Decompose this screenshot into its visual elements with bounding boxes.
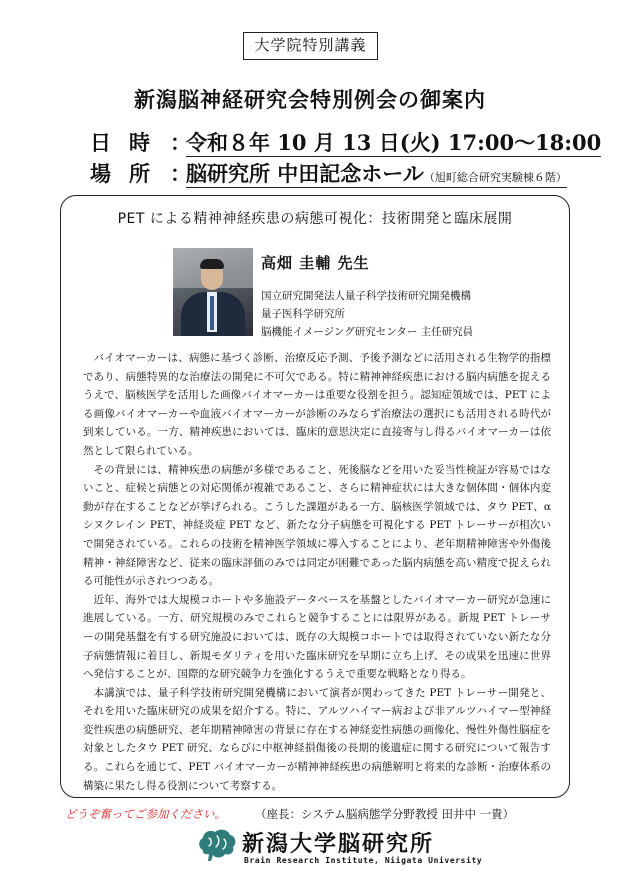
date-row — [90, 127, 601, 157]
institute-name: 新潟大学脳研究所 — [242, 832, 435, 857]
speaker-photo — [173, 248, 253, 336]
abstract-paragraph: バイオマーカーは、病態に基づく診断、治療反応予測、予後予測などに活用される生物学的指標であり、病態特異的な治療法の開発に不可欠である。特に精神神経疾患における脳内病態を捉えるうえで、脳核医学を活用した画像バイオマーカーは重要な役割を担う。認知症領域では、PET による画像バイオマーカーや血液バイオマーカーが診断のみならず治療法の選択にも活用される時代が到来している。一方、精神疾患においては、臨床的意思決定に直接寄与し得るバイオマーカーは依然として限られている。 — [83, 352, 551, 457]
date-value: 令和８年 10 月 13 日(火) 17:00～18:00 — [186, 130, 602, 155]
talk-title: PET による精神神経疾患の病態可視化：技術開発と臨床展開 — [117, 211, 513, 227]
abstract-paragraph: その背景には、精神疾患の病態が多様であること、死後脳などを用いた妥当性検証が容易ではないこと、症候と病態との対応関係が複雑であること、さらに精神症状には大きな個体間・個体内変動が存在することなどが挙げられる。こうした課題がある一方、脳核医学領域では、タウ PET、α シヌクレイン PET、神経炎症 PET など、新たな分子病態を可視化する PET トレーサーが相次いで開発されている。これらの技術を精神医学領域に導入することにより、老年期精神障害や外傷後精神・神経障害など、従来の臨床評価のみでは同定が困難であった脳内病態を高い精度で捉えられる可能性が示されつつある。 — [83, 463, 551, 588]
affiliation-line: 脳機能イメージング研究センター 主任研究員 — [261, 326, 474, 338]
speaker-name: 高畑 圭輔 先生 — [261, 254, 370, 272]
place-note: （旭町総合研究実験棟６階） — [423, 171, 567, 184]
abstract-paragraph: 本講演では、量子科学技術研究開発機構において演者が関わってきた PET トレーサー開発と、それを用いた臨床研究の成果を紹介する。特に、アルツハイマー病および非アルツハイマー型神経変性疾患の病態研究、老年期精神障害の背景に存在する神経変性病態の画像化、慢性外傷性脳症を対象としたタウ PET 研究、ならびに中枢神経損傷後の長期的後遺症に関する研究について報告する。これらを通じて、PET バイオマーカーが精神神経疾患の病態解明と将来的な診断・治療体系の構築に果たし得る役割について考察する。 — [83, 686, 551, 792]
closing-message: どうぞ奮ってご参加ください。 — [65, 807, 226, 821]
date-label: 日時 — [90, 130, 168, 155]
place-name: 脳研究所 中田記念ホール — [186, 161, 424, 186]
event-tag: 大学院特別講義 — [243, 32, 378, 60]
place-label: 場所 — [90, 161, 168, 186]
chairperson: （座長：システム脳病態学分野教授 田井中 一貴） — [255, 807, 515, 821]
abstract — [83, 349, 551, 795]
place-row — [90, 158, 567, 188]
institute-english-name: Brain Research Institute, Niigata University — [244, 856, 483, 865]
place-value — [186, 161, 567, 188]
lecture-box — [60, 195, 570, 798]
date-separator: ： — [170, 130, 191, 155]
page-title: 新潟脳神経研究会特別例会の御案内 — [134, 87, 486, 112]
affiliation-line: 国立研究開発法人量子科学技術研究開発機構 — [261, 290, 471, 302]
affiliation-line: 量子医科学研究所 — [261, 308, 345, 320]
place-separator: ： — [170, 161, 191, 186]
abstract-paragraph: 近年、海外では大規模コホートや多施設データベースを基盤としたバイオマーカー研究が急速に進展している。一方、研究規模のみでこれらと競争することには限界がある。新規 PET トレーサーの開発基盤を有する研究施設においては、既存の大規模コホートでは取得されていない新たな分子病態情報に着目し、新規モダリティを用いた臨床研究を早期に立ち上げ、その成果を迅速に世界へ発信することが、国際的な研究競争力を強化するうえで重要な戦略となり得る。 — [83, 593, 551, 681]
brain-logo-icon — [197, 828, 237, 862]
